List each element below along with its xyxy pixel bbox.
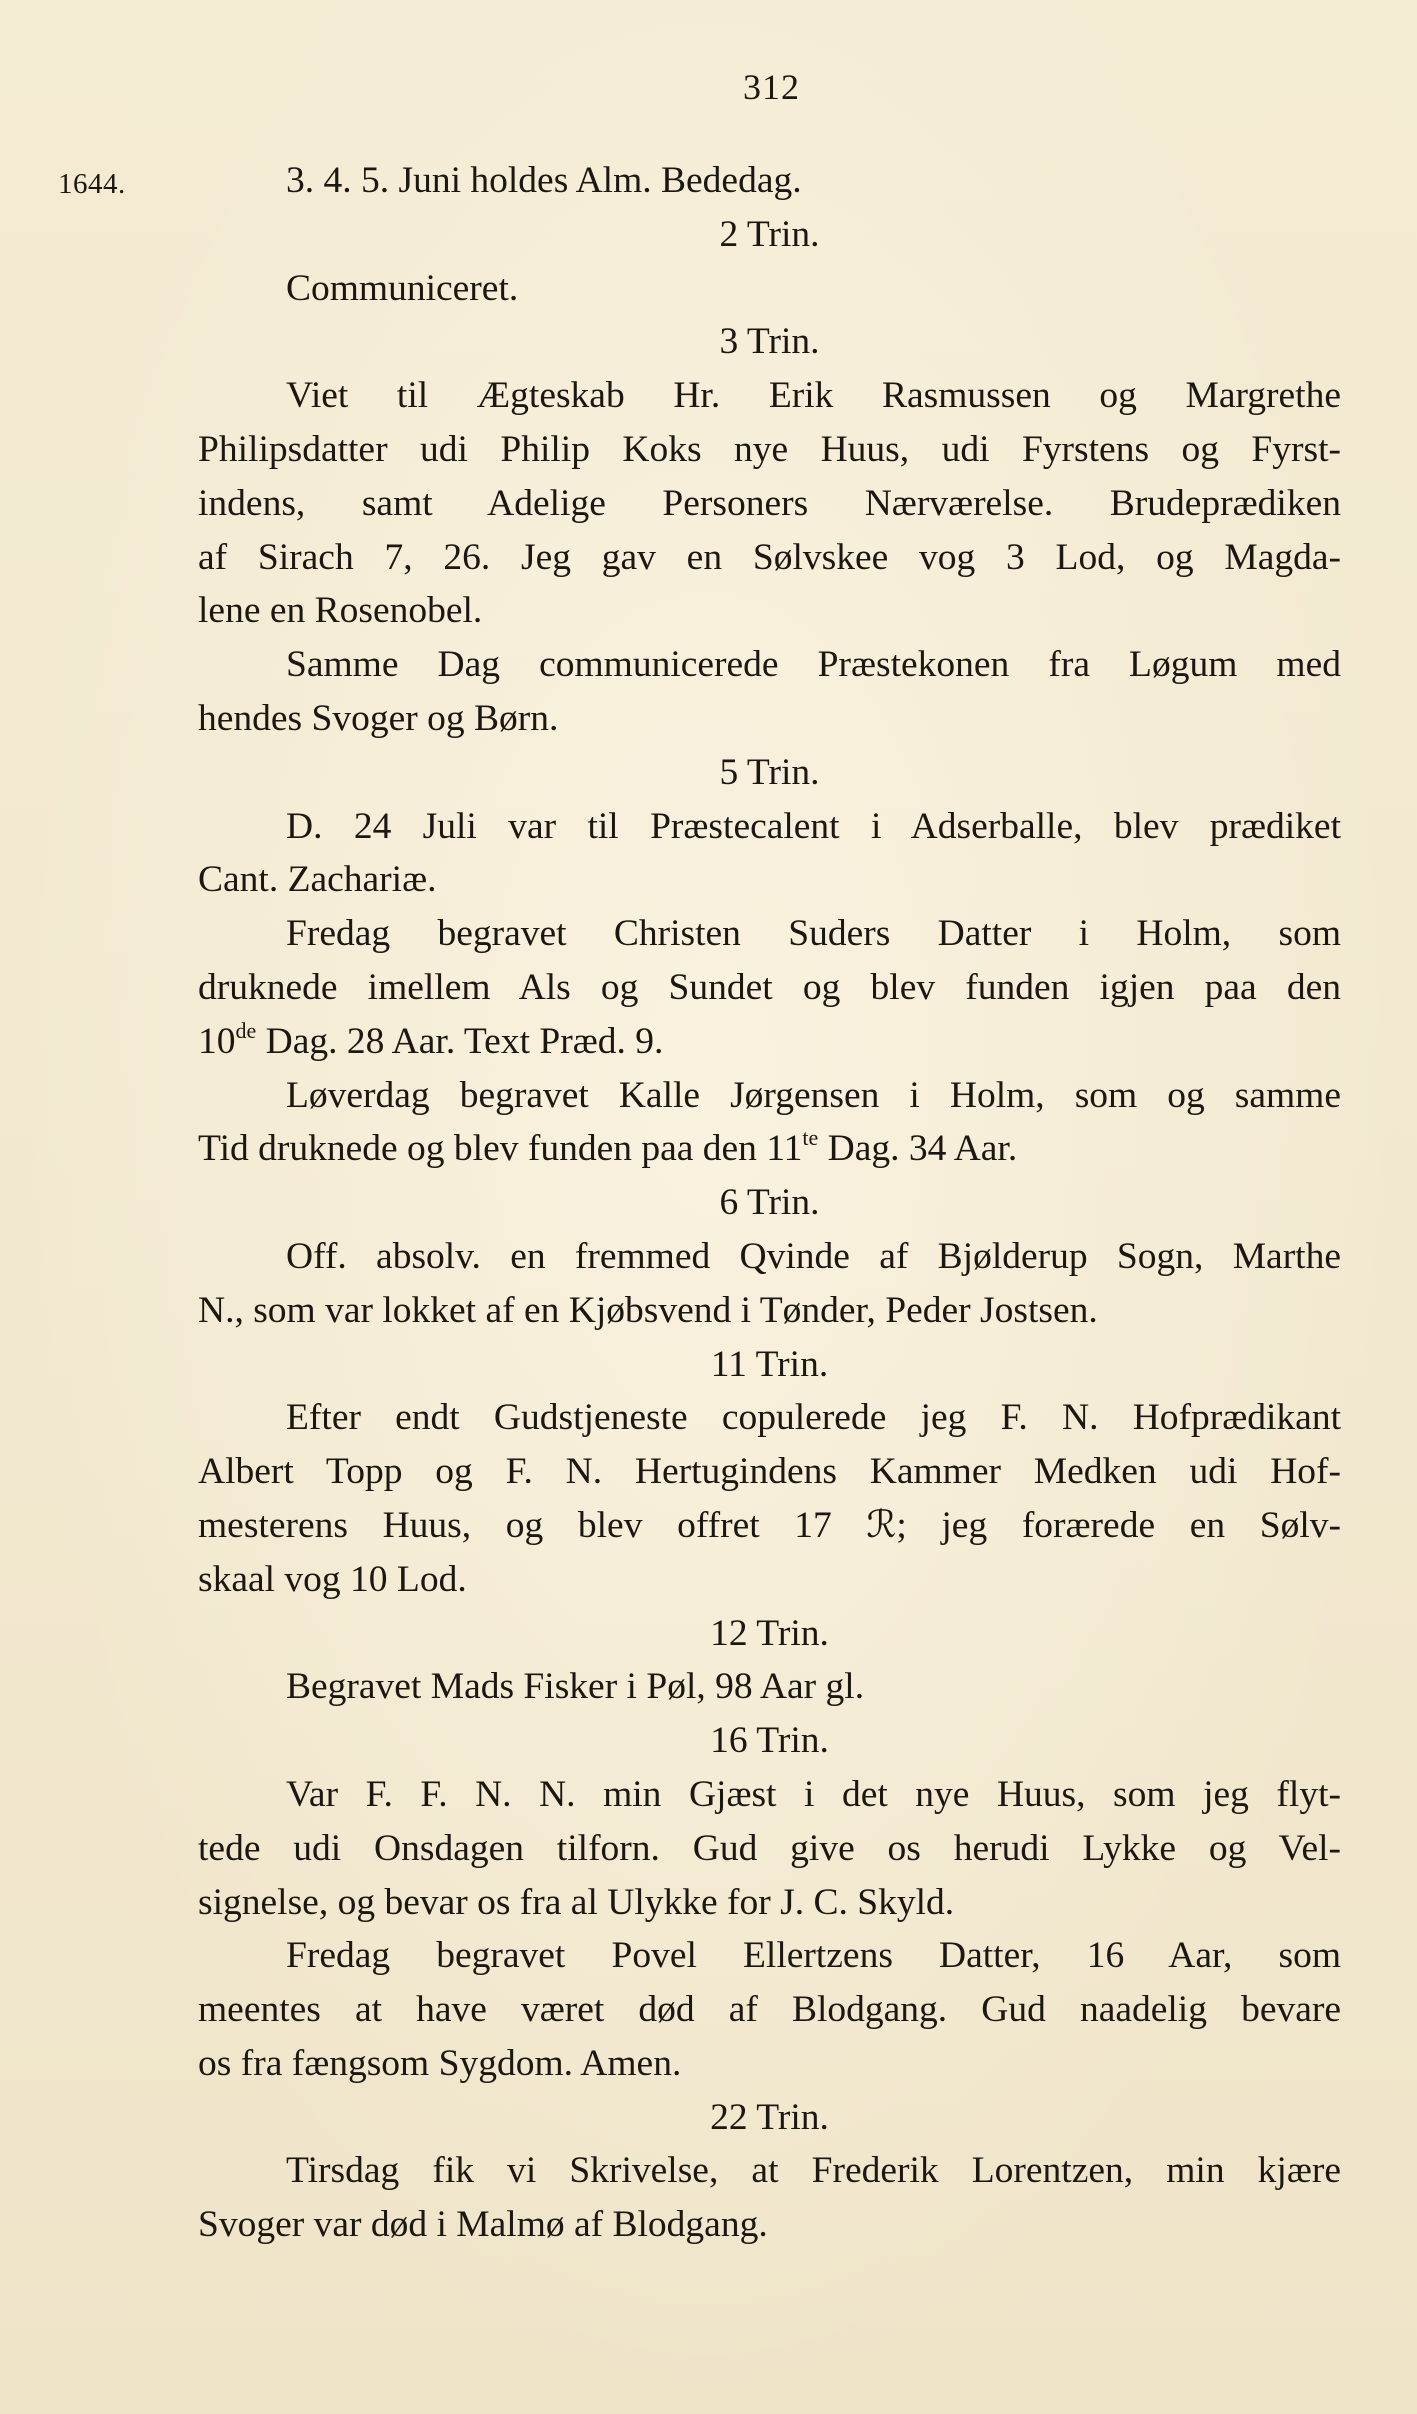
ordinal-suffix: te [802, 1125, 819, 1151]
text-line: Fredag begravet Christen Suders Datter i Holm, som [286, 913, 1341, 955]
text-line: af Sirach 7, 26. Jeg gav en Sølvskee vog 3 Lod, og Magda- [198, 536, 1341, 578]
section-heading: 22 Trin. [710, 2096, 829, 2138]
section-heading: 3 Trin. [719, 321, 820, 363]
text-line: Cant. Zachariæ. [198, 859, 437, 901]
text-line: Løverdag begravet Kalle Jørgensen i Holm, som og samme [286, 1074, 1341, 1116]
text-fragment: Dag. 34 Aar. [827, 1128, 1018, 1170]
text-line: 3. 4. 5. Juni holdes Alm. Bededag. [286, 160, 802, 201]
text-line: lene en Rosenobel. [198, 590, 483, 632]
page-number: 312 [743, 67, 800, 107]
section-heading: 12 Trin. [710, 1612, 829, 1654]
ordinal-number: 10 [198, 1020, 236, 1062]
text-line: tede udi Onsdagen tilforn. Gud give os herudi Lykke og Vel- [198, 1827, 1341, 1869]
text-line: Albert Topp og F. N. Hertugindens Kammer Medken udi Hof- [198, 1451, 1341, 1493]
text-line: Svoger var død i Malmø af Blodgang. [198, 2204, 768, 2246]
text-line: D. 24 Juli var til Præstecalent i Adserballe, blev prædiket [286, 805, 1341, 847]
text-line: Var F. F. N. N. min Gjæst i det nye Huus, som jeg flyt- [286, 1773, 1341, 1815]
text-line: os fra fængsom Sygdom. Amen. [198, 2042, 682, 2084]
text-line: Off. absolv. en fremmed Qvinde af Bjølderup Sogn, Marthe [286, 1235, 1341, 1277]
text-line: druknede imellem Als og Sundet og blev funden igjen paa den [198, 966, 1341, 1008]
text-line: Philipsdatter udi Philip Koks nye Huus, udi Fyrstens og Fyrst- [198, 428, 1341, 470]
section-heading: 5 Trin. [719, 751, 820, 793]
text-line: Efter endt Gudstjeneste copulerede jeg F. N. Hofprædikant [286, 1397, 1341, 1439]
text-line [198, 1015, 1341, 1069]
section-heading: 6 Trin. [719, 1182, 820, 1224]
text-line: skaal vog 10 Lod. [198, 1558, 467, 1600]
text-fragment: Tid druknede og blev funden paa den 11 [198, 1128, 803, 1170]
text-line: Communiceret. [286, 267, 519, 309]
text-line: meentes at have været død af Blodgang. Gud naadelig bevare [198, 1989, 1341, 2031]
text-line: hendes Svoger og Børn. [198, 697, 559, 739]
text-line: signelse, og bevar os fra al Ulykke for J. C. Skyld. [198, 1881, 955, 1923]
text-line: mesterens Huus, og blev offret 17 ℛ; jeg forærede en Sølv- [198, 1504, 1341, 1546]
text-line: Fredag begravet Povel Ellertzens Datter, 16 Aar, som [286, 1935, 1341, 1977]
text-line [198, 1122, 1341, 1176]
text-line: Begravet Mads Fisker i Pøl, 98 Aar gl. [286, 1666, 865, 1708]
margin-year: 1644. [58, 168, 126, 200]
text-line: N., som var lokket af en Kjøbsvend i Tønder, Peder Jostsen. [198, 1289, 1098, 1331]
text-line: Viet til Ægteskab Hr. Erik Rasmussen og Margrethe [286, 375, 1341, 417]
ordinal-suffix: de [235, 1017, 257, 1043]
body-text [198, 154, 1341, 2252]
text-fragment: Dag. 28 Aar. Text Præd. 9. [265, 1020, 664, 1062]
section-heading: 16 Trin. [710, 1720, 829, 1762]
text-line: Tirsdag fik vi Skrivelse, at Frederik Lorentzen, min kjære [286, 2150, 1341, 2192]
section-heading: 2 Trin. [719, 213, 820, 255]
section-heading: 11 Trin. [710, 1343, 829, 1385]
text-line: Samme Dag communicerede Præstekonen fra Løgum med [286, 644, 1341, 686]
text-line: indens, samt Adelige Personers Nærværelse. Brudeprædiken [198, 482, 1341, 524]
